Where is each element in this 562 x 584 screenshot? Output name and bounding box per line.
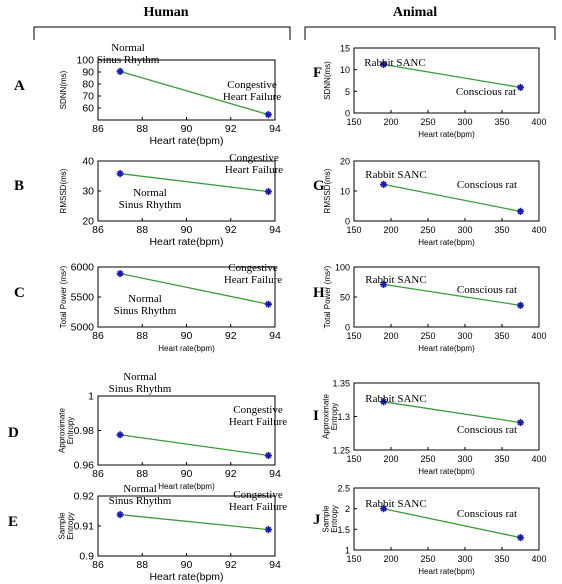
panel-letter: E <box>8 514 19 530</box>
y-tick-label: 0 <box>344 216 350 227</box>
panel-letter: C <box>14 285 25 301</box>
annotation: Congestive Heart Failure <box>222 79 282 104</box>
bracket-human <box>34 27 290 40</box>
x-tick-label: 88 <box>136 123 149 135</box>
x-tick-label: 94 <box>269 330 281 342</box>
annotation: Congestive Heart Failure <box>228 404 288 429</box>
y-axis-label: ApproximateEntropy <box>321 394 340 439</box>
y-tick-label: 5500 <box>70 291 94 304</box>
annotation: Conscious rat <box>456 284 518 296</box>
annotation: Rabbit SANC <box>365 393 427 405</box>
x-axis-label: Heart rate(bpm) <box>149 135 224 147</box>
x-tick-label: 88 <box>136 468 149 480</box>
y-axis-label: RMSSD(ms) <box>59 168 68 214</box>
panel-b <box>14 152 283 248</box>
data-point <box>265 188 272 195</box>
data-point <box>265 111 272 118</box>
data-point <box>517 419 524 426</box>
x-tick-label: 92 <box>224 559 237 571</box>
x-tick-label: 88 <box>136 559 149 571</box>
y-tick-label: 15 <box>339 43 350 54</box>
y-tick-label: 20 <box>82 215 94 228</box>
x-tick-label: 350 <box>494 225 510 235</box>
annotation: Congestive Heart Failure <box>228 489 288 514</box>
x-axis-label: Heart rate(bpm) <box>418 344 475 353</box>
data-point <box>517 84 524 91</box>
panels <box>8 42 547 583</box>
x-tick-label: 300 <box>457 117 473 127</box>
x-axis-label: Heart rate(bpm) <box>418 238 475 247</box>
data-point <box>117 431 124 438</box>
y-tick-label: 60 <box>82 102 94 115</box>
annotation: Congestive Heart Failure <box>223 262 283 287</box>
panel-letter: I <box>313 408 319 424</box>
y-axis-label: SDNN(ms) <box>59 70 68 110</box>
x-tick-label: 86 <box>92 559 104 571</box>
x-tick-label: 350 <box>494 117 510 127</box>
y-tick-label: 2 <box>344 504 350 515</box>
annotation: Normal Sinus Rhythm <box>118 187 182 212</box>
x-tick-label: 90 <box>180 559 193 571</box>
x-tick-label: 250 <box>420 117 436 127</box>
x-tick-label: 94 <box>269 123 281 135</box>
y-axis-label: ApproximateEntropy <box>57 408 76 453</box>
y-axis-label: SDNN(ms) <box>323 61 332 100</box>
y-tick-label: 40 <box>82 155 94 168</box>
panel-d <box>8 371 287 491</box>
y-tick-label: 0 <box>344 108 350 119</box>
annotation: Rabbit SANC <box>365 169 427 181</box>
panel-c <box>14 262 282 354</box>
x-tick-label: 90 <box>180 330 193 342</box>
annotation: Normal Sinus Rhythm <box>113 293 177 318</box>
bracket-animal <box>305 27 555 40</box>
panel-a <box>14 42 281 147</box>
panel-letter: D <box>8 425 19 441</box>
annotation: Rabbit SANC <box>364 57 426 69</box>
x-tick-label: 92 <box>224 330 237 342</box>
y-axis-label: SampleEntropy <box>57 512 76 540</box>
x-tick-label: 90 <box>180 224 193 236</box>
data-point <box>265 452 272 459</box>
panel-i <box>313 379 547 477</box>
y-tick-label: 0 <box>344 322 350 333</box>
x-tick-label: 150 <box>346 225 362 235</box>
y-tick-label: 1.3 <box>337 412 350 422</box>
x-tick-label: 350 <box>494 331 510 341</box>
y-tick-label: 0.91 <box>73 520 94 533</box>
y-tick-label: 10 <box>339 186 350 197</box>
x-tick-label: 200 <box>383 117 399 127</box>
annotation: Rabbit SANC <box>365 498 427 510</box>
y-tick-label: 5 <box>344 86 350 97</box>
x-tick-label: 150 <box>346 331 362 341</box>
x-tick-label: 92 <box>224 123 237 135</box>
annotation: Congestive Heart Failure <box>224 152 284 177</box>
data-point <box>380 181 387 188</box>
x-tick-label: 200 <box>383 225 399 235</box>
x-tick-label: 300 <box>457 554 473 564</box>
data-point <box>517 534 524 541</box>
y-tick-label: 1 <box>344 545 350 556</box>
y-tick-label: 50 <box>339 292 350 303</box>
y-tick-label: 1.35 <box>332 378 350 389</box>
x-tick-label: 400 <box>531 454 547 464</box>
x-tick-label: 250 <box>420 331 436 341</box>
data-point <box>117 170 124 177</box>
data-point <box>517 302 524 309</box>
x-axis-label: Heart rate(bpm) <box>149 571 224 583</box>
x-tick-label: 200 <box>383 331 399 341</box>
panel-letter: F <box>313 65 323 81</box>
x-tick-label: 200 <box>383 554 399 564</box>
annotation: Rabbit SANC <box>365 274 427 286</box>
x-axis-label: Heart rate(bpm) <box>158 482 215 491</box>
annotation: Normal Sinus Rhythm <box>96 42 160 67</box>
x-tick-label: 86 <box>92 468 104 480</box>
y-axis-label: RMSSD(ms) <box>323 168 332 214</box>
y-tick-label: 6000 <box>70 261 94 274</box>
annotation: Normal Sinus Rhythm <box>108 371 172 396</box>
x-tick-label: 94 <box>269 224 281 236</box>
x-tick-label: 400 <box>531 117 547 127</box>
x-axis-label: Heart rate(bpm) <box>158 344 215 353</box>
data-point <box>265 526 272 533</box>
x-tick-label: 150 <box>346 454 362 464</box>
y-tick-label: 1.5 <box>337 524 350 535</box>
x-axis-label: Heart rate(bpm) <box>418 567 475 576</box>
y-axis-label: Total Power (ms²) <box>323 265 332 329</box>
annotation: Normal Sinus Rhythm <box>108 483 172 508</box>
panel-e <box>8 483 287 583</box>
data-point <box>117 68 124 75</box>
y-tick-label: 10 <box>339 65 350 76</box>
data-point <box>117 270 124 277</box>
y-tick-label: 0.96 <box>73 459 94 472</box>
x-axis-label: Heart rate(bpm) <box>418 130 475 139</box>
x-tick-label: 94 <box>269 559 281 571</box>
panel-j <box>313 484 547 577</box>
data-point <box>517 208 524 215</box>
x-tick-label: 88 <box>136 330 149 342</box>
y-tick-label: 90 <box>82 66 94 79</box>
y-axis-label: SampleEntropy <box>321 505 340 533</box>
y-tick-label: 80 <box>82 78 94 91</box>
x-tick-label: 86 <box>92 330 104 342</box>
x-tick-label: 250 <box>420 225 436 235</box>
x-tick-label: 250 <box>420 554 436 564</box>
y-tick-label: 0.98 <box>73 425 94 437</box>
x-tick-label: 92 <box>224 468 237 480</box>
series-line <box>120 435 268 456</box>
data-point <box>117 511 124 518</box>
annotation: Conscious rat <box>456 508 518 520</box>
data-point <box>265 301 272 308</box>
header-human: Human <box>143 5 189 20</box>
y-tick-label: 1 <box>88 390 94 403</box>
x-axis-label: Heart rate(bpm) <box>418 467 475 476</box>
x-tick-label: 86 <box>92 123 104 135</box>
annotation: Conscious rat <box>456 424 518 436</box>
x-tick-label: 300 <box>457 454 473 464</box>
y-tick-label: 0.92 <box>73 490 94 503</box>
x-tick-label: 300 <box>457 225 473 235</box>
x-tick-label: 300 <box>457 331 473 341</box>
panel-letter: J <box>313 512 321 528</box>
x-tick-label: 150 <box>346 554 362 564</box>
x-tick-label: 400 <box>531 331 547 341</box>
x-tick-label: 94 <box>269 468 281 480</box>
series-line <box>120 515 268 530</box>
panel-letter: G <box>313 178 325 194</box>
x-tick-label: 90 <box>180 468 193 480</box>
panel-g <box>313 157 547 248</box>
y-tick-label: 0.9 <box>79 550 94 563</box>
x-axis-label: Heart rate(bpm) <box>149 236 224 248</box>
panel-letter: A <box>14 78 25 94</box>
y-tick-label: 30 <box>82 185 94 198</box>
y-axis-label: Total Power (ms²) <box>59 265 68 329</box>
y-tick-label: 100 <box>76 54 94 67</box>
y-tick-label: 100 <box>334 262 350 273</box>
y-tick-label: 1.25 <box>332 445 350 456</box>
x-tick-label: 400 <box>531 554 547 564</box>
x-tick-label: 150 <box>346 117 362 127</box>
panel-letter: H <box>313 285 325 301</box>
panel-f <box>313 44 547 140</box>
x-tick-label: 92 <box>224 224 237 236</box>
x-tick-label: 350 <box>494 454 510 464</box>
annotation: Conscious rat <box>456 179 518 191</box>
x-tick-label: 400 <box>531 225 547 235</box>
y-tick-label: 20 <box>339 156 350 167</box>
header-animal: Animal <box>392 5 438 20</box>
panel-letter: B <box>14 178 25 194</box>
x-tick-label: 90 <box>180 123 193 135</box>
y-tick-label: 5000 <box>70 321 94 334</box>
x-tick-label: 350 <box>494 554 510 564</box>
x-tick-label: 86 <box>92 224 104 236</box>
y-tick-label: 70 <box>82 90 94 103</box>
y-tick-label: 2.5 <box>337 483 350 494</box>
x-tick-label: 200 <box>383 454 399 464</box>
panel-h <box>313 263 547 354</box>
x-tick-label: 250 <box>420 454 436 464</box>
annotation: Conscious rat <box>455 86 517 98</box>
x-tick-label: 88 <box>136 224 149 236</box>
